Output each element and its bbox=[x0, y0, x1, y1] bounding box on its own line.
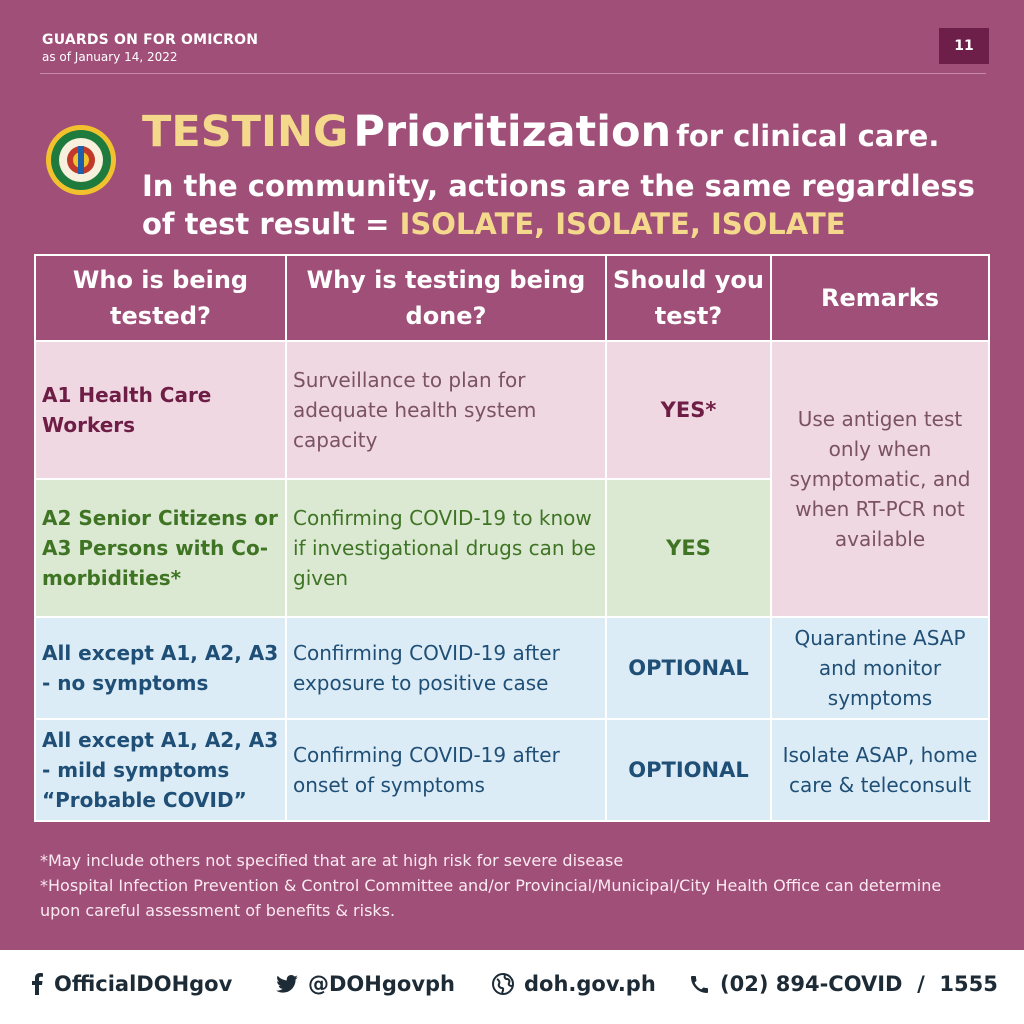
twitter-label: @DOHgovph bbox=[308, 972, 455, 996]
column-header-should-test: Should you test? bbox=[606, 255, 771, 341]
headline-testing: TESTING bbox=[142, 107, 349, 157]
cell-why: Confirming COVID-19 after exposure to positive case bbox=[286, 617, 606, 719]
column-header-why: Why is testing being done? bbox=[286, 255, 606, 341]
cell-why: Surveillance to plan for adequate health system capacity bbox=[286, 341, 606, 479]
footnotes bbox=[40, 848, 980, 923]
cell-who: All except A1, A2, A3 - mild symptoms “Probable COVID” bbox=[35, 719, 286, 821]
website-label: doh.gov.ph bbox=[524, 972, 656, 996]
cell-remarks: Quarantine ASAP and monitor symptoms bbox=[771, 617, 989, 719]
headline-line-2: In the community, actions are the same regardless bbox=[142, 169, 975, 203]
facebook-label: OfficialDOHgov bbox=[54, 972, 233, 996]
cell-who: A2 Senior Citizens or A3 Persons with Co-morbidities* bbox=[35, 479, 286, 617]
department-of-health-seal-icon bbox=[45, 124, 117, 196]
series-title: GUARDS ON FOR OMICRON bbox=[42, 32, 259, 48]
cell-why: Confirming COVID-19 to know if investigational drugs can be given bbox=[286, 479, 606, 617]
header-divider bbox=[40, 73, 986, 74]
cell-who: All except A1, A2, A3 - no symptoms bbox=[35, 617, 286, 719]
cell-remarks: Isolate ASAP, home care & teleconsult bbox=[771, 719, 989, 821]
phone-icon bbox=[690, 974, 710, 994]
as-of-date: as of January 14, 2022 bbox=[42, 50, 178, 64]
table-row bbox=[35, 617, 989, 719]
cell-should-test: YES* bbox=[606, 341, 771, 479]
testing-priority-table bbox=[34, 254, 990, 822]
table-row bbox=[35, 341, 989, 479]
twitter-icon bbox=[276, 975, 298, 993]
contact-footer bbox=[0, 950, 1024, 1024]
header-block bbox=[42, 32, 258, 64]
cell-remarks: Use antigen test only when symptomatic, and when RT-PCR not available bbox=[771, 341, 989, 617]
website-link[interactable] bbox=[492, 972, 656, 996]
cell-should-test: OPTIONAL bbox=[606, 617, 771, 719]
globe-icon bbox=[492, 973, 514, 995]
headline-for-clinical: for clinical care. bbox=[676, 119, 940, 153]
footnote-1: *May include others not specified that are at high risk for severe disease bbox=[40, 851, 624, 870]
table-header-row bbox=[35, 255, 989, 341]
twitter-link[interactable] bbox=[276, 972, 455, 996]
footnote-2: *Hospital Infection Prevention & Control Committee and/or Provincial/Municipal/City Health Office can determine upon careful assessment of benefits & risks. bbox=[40, 876, 942, 920]
phone-label: (02) 894-COVID / 1555 bbox=[720, 972, 998, 996]
headline-isolate: ISOLATE, ISOLATE, ISOLATE bbox=[399, 207, 846, 241]
cell-why: Confirming COVID-19 after onset of symptoms bbox=[286, 719, 606, 821]
column-header-who: Who is being tested? bbox=[35, 255, 286, 341]
facebook-icon bbox=[30, 973, 44, 995]
column-header-remarks: Remarks bbox=[771, 255, 989, 341]
page-number-badge: 11 bbox=[939, 28, 989, 64]
headline-prioritization: Prioritization bbox=[353, 107, 672, 157]
headline-line-3-prefix: of test result = bbox=[142, 207, 400, 241]
cell-should-test: YES bbox=[606, 479, 771, 617]
table-row bbox=[35, 719, 989, 821]
phone-link[interactable] bbox=[690, 972, 998, 996]
facebook-link[interactable] bbox=[30, 972, 232, 996]
headline bbox=[142, 106, 1002, 243]
cell-who: A1 Health Care Workers bbox=[35, 341, 286, 479]
cell-should-test: OPTIONAL bbox=[606, 719, 771, 821]
